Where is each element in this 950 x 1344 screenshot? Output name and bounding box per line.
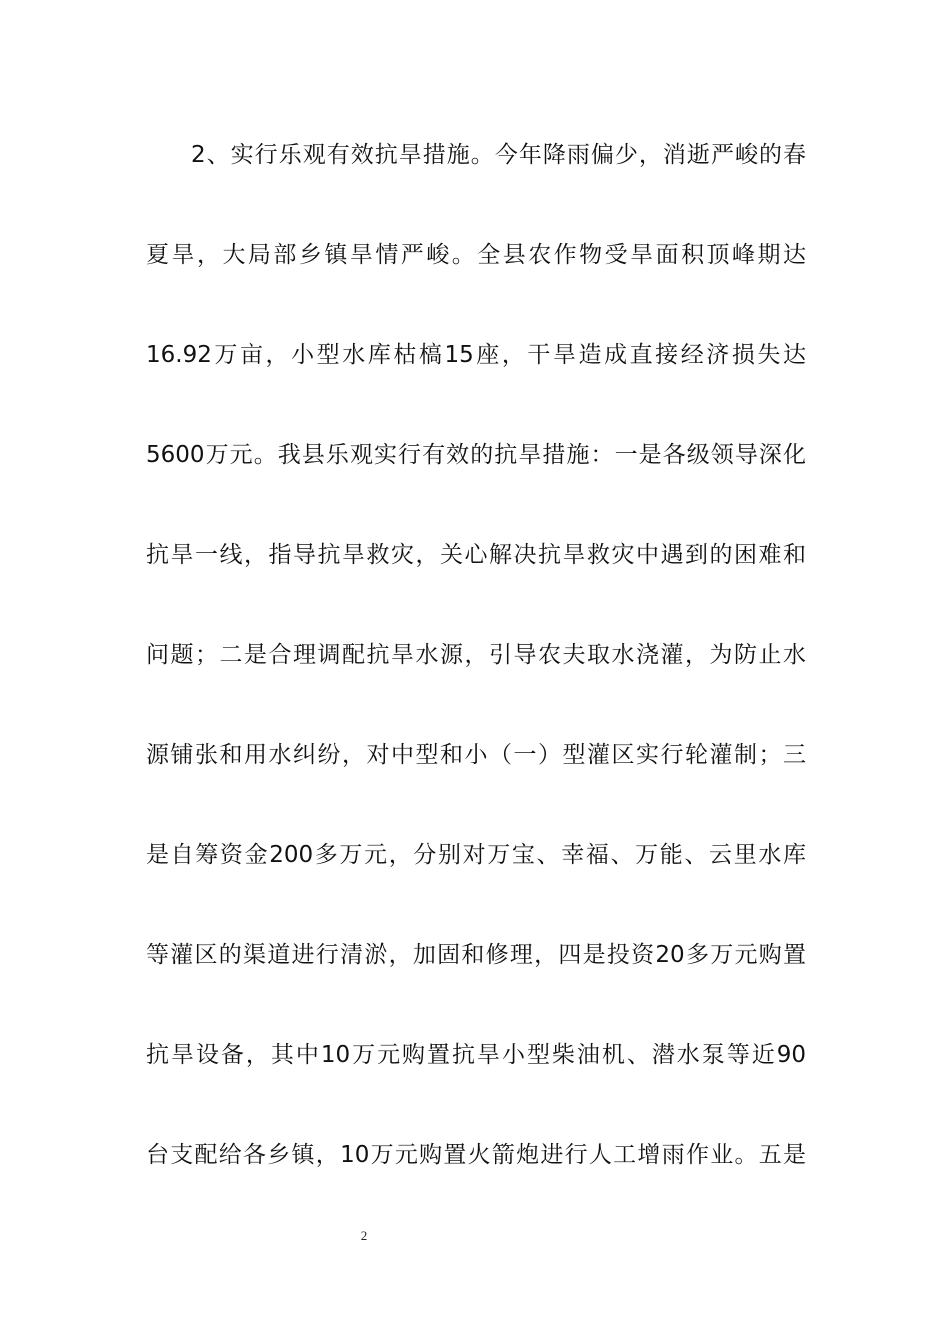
page-number: 2 <box>360 1228 368 1243</box>
paragraph-line-5: 抗旱一线，指导抗旱救灾，关心解决抗旱救灾中遇到的困难和 <box>146 542 806 568</box>
paragraph-line-3: 16.92万亩，小型水库枯槁15座，干旱造成直接经济损失达 <box>146 342 806 368</box>
paragraph-line-9: 等灌区的渠道进行清淤，加固和修理，四是投资20多万元购置 <box>146 942 806 968</box>
paragraph-line-11: 台支配给各乡镇，10万元购置火箭炮进行人工增雨作业。五是 <box>146 1142 806 1168</box>
paragraph-line-10: 抗旱设备，其中10万元购置抗旱小型柴油机、潜水泵等近90 <box>146 1042 806 1068</box>
paragraph-line-2: 夏旱，大局部乡镇旱情严峻。全县农作物受旱面积顶峰期达 <box>146 242 806 268</box>
paragraph-line-7: 源铺张和用水纠纷，对中型和小（一）型灌区实行轮灌制；三 <box>146 742 806 768</box>
paragraph-line-8: 是自筹资金200多万元，分别对万宝、幸福、万能、云里水库 <box>146 842 806 868</box>
paragraph-line-4: 5600万元。我县乐观实行有效的抗旱措施：一是各级领导深化 <box>146 442 806 468</box>
paragraph-line-6: 问题；二是合理调配抗旱水源，引导农夫取水浇灌，为防止水 <box>146 642 806 668</box>
paragraph-line-1: 2、实行乐观有效抗旱措施。今年降雨偏少，消逝严峻的春 <box>191 142 806 168</box>
